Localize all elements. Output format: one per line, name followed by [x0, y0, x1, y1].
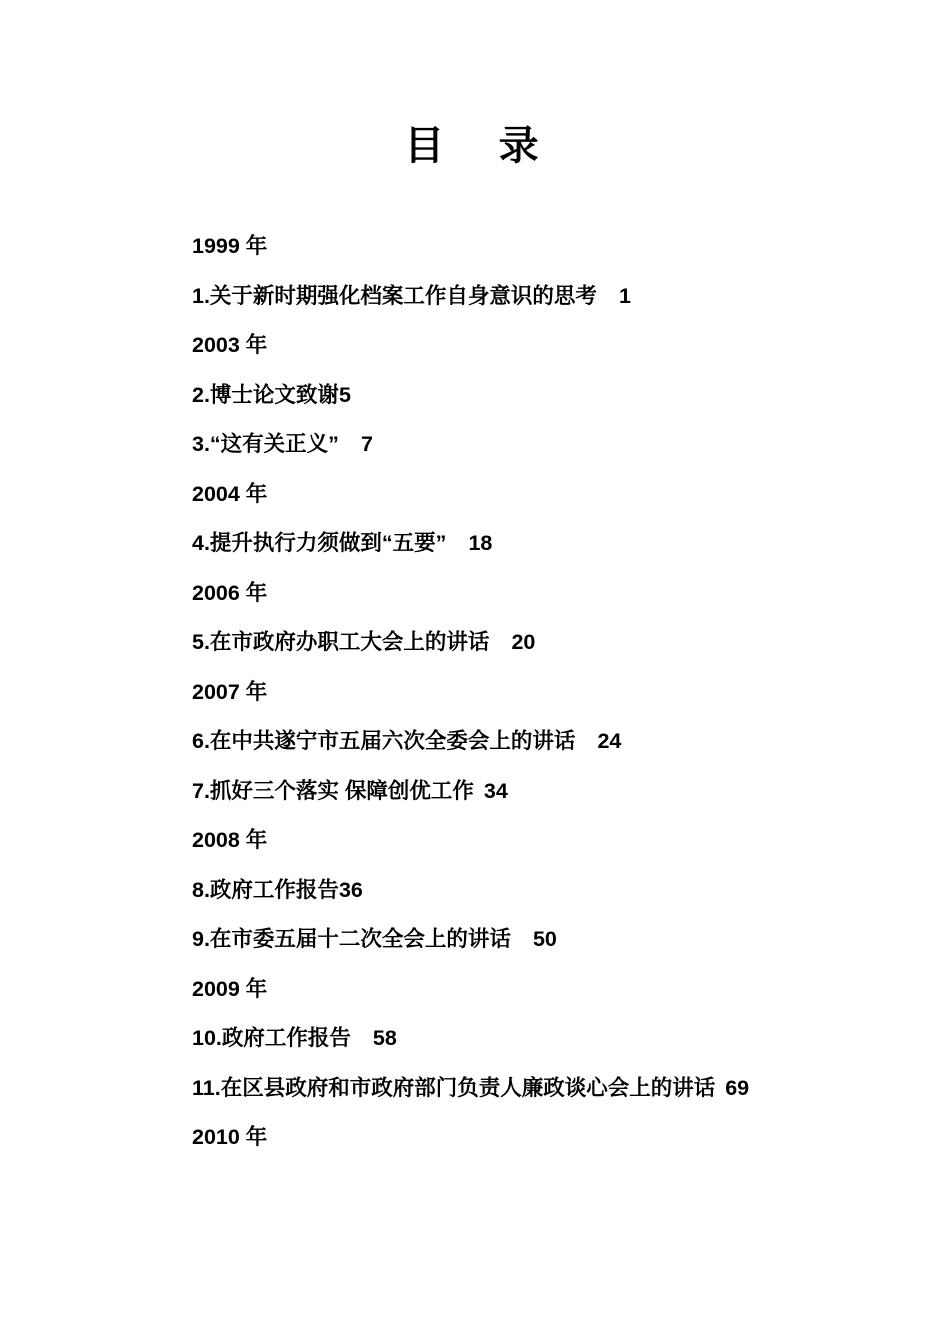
toc-page-number: 18: [468, 531, 493, 555]
toc-page-number: 50: [532, 927, 557, 951]
toc-year-heading: 2006 年: [192, 580, 268, 605]
toc-year-heading: 2009 年: [192, 976, 268, 1001]
toc-year-heading: 1999 年: [192, 234, 268, 258]
toc-item[interactable]: 11.在区县政府和市政府部门负责人廉政谈心会上的讲话 69: [192, 1075, 750, 1100]
toc-page-number: 24: [597, 729, 622, 753]
toc-page-number: 20: [511, 630, 536, 654]
toc-page-number: 7: [360, 432, 373, 456]
toc-page-number: 5: [338, 382, 351, 407]
toc-item[interactable]: 7.抓好三个落实 保障创优工作 34: [192, 778, 508, 803]
toc-item[interactable]: 2.博士论文致谢5: [192, 382, 351, 407]
table-of-contents: [0, 170, 950, 1163]
toc-page-number: 36: [338, 877, 363, 902]
toc-year-heading: 2010 年: [192, 1125, 268, 1149]
toc-year-heading: 2003 年: [192, 333, 268, 357]
toc-item[interactable]: 8.政府工作报告36: [192, 877, 363, 902]
toc-item[interactable]: 4.提升执行力须做到“五要” 18: [192, 531, 493, 555]
toc-page-number: 69: [725, 1075, 750, 1100]
toc-item[interactable]: 3.“这有关正义” 7: [192, 432, 373, 456]
toc-item[interactable]: 5.在市政府办职工大会上的讲话 20: [192, 630, 536, 654]
toc-item[interactable]: 6.在中共遂宁市五届六次全委会上的讲话 24: [192, 729, 622, 753]
page-title: 目 录: [404, 124, 546, 168]
toc-page-number: 34: [483, 778, 508, 803]
toc-item[interactable]: 9.在市委五届十二次全会上的讲话 50: [192, 927, 557, 951]
toc-item[interactable]: 10.政府工作报告 58: [192, 1026, 397, 1050]
toc-page-number: 1: [618, 283, 631, 308]
toc-year-heading: 2004 年: [192, 481, 268, 506]
toc-year-heading: 2008 年: [192, 828, 268, 852]
toc-item[interactable]: 1.关于新时期强化档案工作自身意识的思考 1: [192, 283, 631, 308]
toc-year-heading: 2007 年: [192, 679, 268, 704]
toc-page-number: 58: [372, 1026, 397, 1050]
